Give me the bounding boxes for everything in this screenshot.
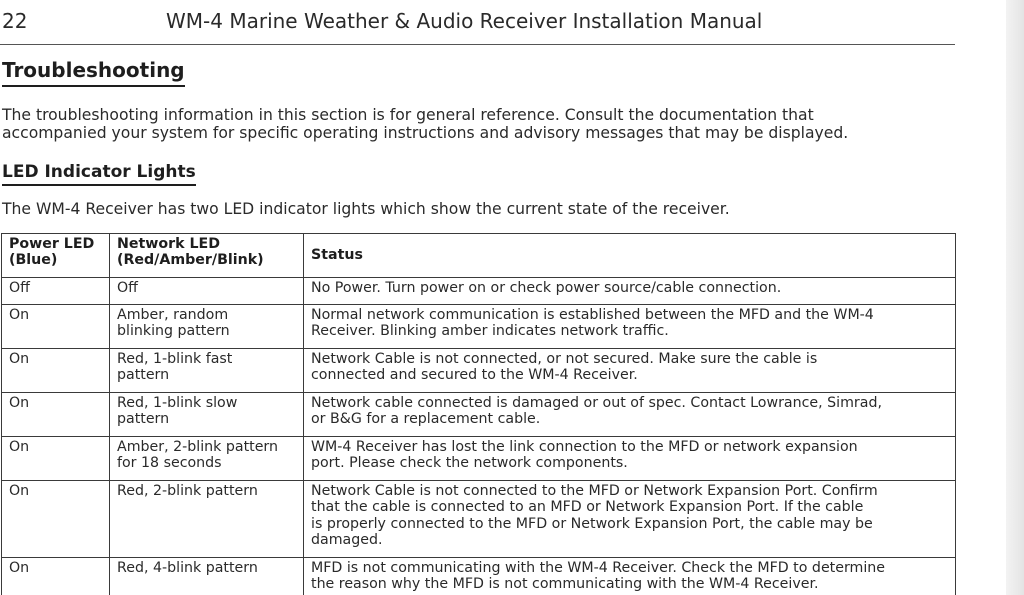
header-line: (Red/Amber/Blink)	[117, 252, 264, 269]
cell-line: or B&G for a replacement cable.	[311, 411, 541, 428]
cell-status	[304, 393, 956, 437]
cell-line: On	[9, 483, 30, 499]
cell-line: MFD is not communicating with the WM-4 Receiver. Check the MFD to determine	[311, 560, 886, 576]
cell-network-led	[110, 393, 304, 437]
cell-line: is properly connected to the MFD or Network Expansion Port, the cable may be	[311, 515, 873, 532]
cell-line: Network Cable is not connected, or not secured. Make sure the cable is	[311, 351, 818, 367]
cell-line: Red, 4-blink pattern	[117, 560, 258, 576]
intro-line: The troubleshooting information in this section is for general reference. Consult the documentation that	[2, 106, 814, 124]
intro-paragraph	[2, 106, 962, 142]
table-row	[2, 305, 956, 349]
table-header-row	[2, 234, 956, 278]
cell-line: Normal network communication is established between the MFD and the WM-4	[311, 307, 874, 323]
cell-status	[304, 558, 956, 595]
subsection-title: LED Indicator Lights	[2, 162, 196, 186]
cell-line: WM-4 Receiver has lost the link connection to the MFD or network expansion	[311, 439, 858, 455]
cell-line: On	[9, 307, 30, 323]
section-title: Troubleshooting	[2, 58, 185, 87]
table-row	[2, 349, 956, 393]
cell-line: blinking pattern	[117, 323, 230, 340]
cell-line: Amber, random	[117, 307, 229, 323]
cell-line: port. Please check the network components.	[311, 455, 628, 472]
cell-network-led	[110, 305, 304, 349]
cell-status	[304, 278, 956, 305]
cell-status	[304, 305, 956, 349]
table-body	[2, 278, 956, 595]
header-line: Status	[311, 247, 363, 264]
cell-line: On	[9, 351, 30, 367]
header-status	[304, 234, 956, 278]
cell-line: Off	[117, 280, 138, 296]
page-edge-shadow	[1006, 0, 1024, 595]
table-row	[2, 278, 956, 305]
cell-line: Red, 1-blink fast	[117, 351, 233, 367]
cell-line: Red, 1-blink slow	[117, 395, 238, 411]
cell-line: for 18 seconds	[117, 455, 222, 472]
cell-line: connected and secured to the WM-4 Receiver.	[311, 367, 638, 384]
table-row	[2, 558, 956, 595]
cell-power-led	[2, 393, 110, 437]
table-row	[2, 393, 956, 437]
table-row	[2, 437, 956, 481]
cell-network-led	[110, 349, 304, 393]
cell-power-led	[2, 437, 110, 481]
cell-line: Network Cable is not connected to the MFD or Network Expansion Port. Confirm	[311, 483, 878, 499]
cell-status	[304, 349, 956, 393]
cell-network-led	[110, 278, 304, 305]
led-status-table	[1, 233, 956, 595]
cell-line: No Power. Turn power on or check power source/cable connection.	[311, 280, 782, 296]
cell-line: Amber, 2-blink pattern	[117, 439, 278, 455]
header-line: (Blue)	[9, 252, 58, 269]
cell-status	[304, 437, 956, 481]
document-title: WM-4 Marine Weather & Audio Receiver Installation Manual	[166, 9, 763, 33]
cell-power-led	[2, 349, 110, 393]
cell-power-led	[2, 305, 110, 349]
cell-line: On	[9, 439, 30, 455]
cell-line: pattern	[117, 367, 170, 384]
cell-power-led	[2, 558, 110, 595]
cell-line: Network cable connected is damaged or out of spec. Contact Lowrance, Simrad,	[311, 395, 882, 411]
cell-network-led	[110, 558, 304, 595]
header-power-led	[2, 234, 110, 278]
cell-line: On	[9, 395, 30, 411]
cell-line: the reason why the MFD is not communicating with the WM-4 Receiver.	[311, 576, 819, 593]
header-line: Power LED	[9, 236, 95, 252]
cell-network-led	[110, 437, 304, 481]
cell-line: Red, 2-blink pattern	[117, 483, 258, 499]
cell-line: damaged.	[311, 532, 383, 549]
page-number: 22	[2, 9, 28, 33]
header-line: Network LED	[117, 236, 221, 252]
cell-line: Receiver. Blinking amber indicates network traffic.	[311, 323, 669, 340]
header-network-led	[110, 234, 304, 278]
intro-line: accompanied your system for specific operating instructions and advisory messages that may be displayed.	[2, 124, 849, 142]
cell-power-led	[2, 481, 110, 558]
cell-network-led	[110, 481, 304, 558]
header-divider	[0, 44, 955, 45]
cell-status	[304, 481, 956, 558]
cell-line: that the cable is connected to an MFD or Network Expansion Port. If the cable	[311, 499, 864, 516]
cell-power-led	[2, 278, 110, 305]
subsection-lead: The WM-4 Receiver has two LED indicator lights which show the current state of the receiver.	[2, 200, 730, 218]
table-row	[2, 481, 956, 558]
cell-line: Off	[9, 280, 30, 296]
cell-line: pattern	[117, 411, 170, 428]
cell-line: On	[9, 560, 30, 576]
